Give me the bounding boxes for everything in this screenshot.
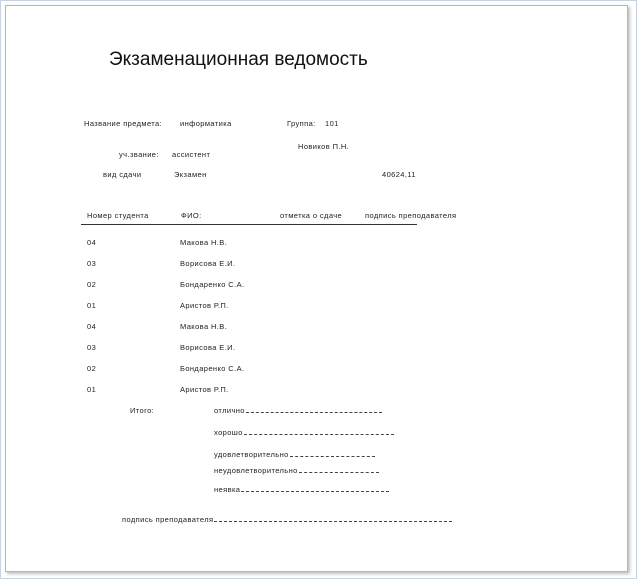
- exam-date: 40624,11: [382, 170, 416, 179]
- signature-line: [122, 515, 452, 524]
- exam-type-label: вид сдачи: [103, 170, 142, 179]
- exam-type-value: Экзамен: [174, 170, 207, 179]
- group-value: 101: [325, 119, 339, 128]
- teacher-name: Новиков П.Н.: [298, 142, 350, 151]
- grade-label: неявка: [214, 485, 241, 494]
- column-header-number: Номер студента: [87, 211, 149, 220]
- student-number: 04: [87, 322, 97, 331]
- student-name: Ворисова Е.И.: [180, 343, 236, 352]
- rank-value: ассистент: [172, 150, 211, 159]
- rank-label: уч.звание:: [119, 150, 159, 159]
- table-header-divider: [81, 224, 417, 225]
- student-number: 01: [87, 301, 97, 310]
- student-number: 04: [87, 238, 97, 247]
- student-name: Макова Н.В.: [180, 322, 228, 331]
- grade-label: хорошо: [214, 428, 243, 437]
- grade-line-absent: [214, 485, 389, 494]
- student-number: 01: [87, 385, 97, 394]
- grade-line-good: [214, 428, 394, 437]
- signature-label: подпись преподавателя: [122, 515, 214, 524]
- student-name: Бондаренко С.А.: [180, 364, 245, 373]
- subject-label: Название предмета:: [84, 119, 163, 128]
- student-name: Аристов Р.П.: [180, 301, 229, 310]
- document-title: Экзаменационная ведомость: [109, 49, 368, 70]
- total-label: Итого:: [130, 406, 155, 415]
- student-name: Аристов Р.П.: [180, 385, 229, 394]
- student-name: Бондаренко С.А.: [180, 280, 245, 289]
- grade-label: удовлетворительно: [214, 450, 289, 459]
- group-label: Группа:: [287, 119, 316, 128]
- grade-label: отлично: [214, 406, 245, 415]
- student-name: Ворисова Е.И.: [180, 259, 236, 268]
- student-number: 03: [87, 259, 97, 268]
- student-number: 02: [87, 364, 97, 373]
- column-header-name: ФИО:: [181, 211, 202, 220]
- grade-line-satisfactory: [214, 450, 375, 459]
- blank-line: [290, 450, 375, 457]
- subject-value: информатика: [180, 119, 232, 128]
- blank-line: [246, 406, 382, 413]
- blank-line: [241, 485, 389, 492]
- column-header-signature: подпись преподавателя: [365, 211, 457, 220]
- grade-line-excellent: [214, 406, 382, 415]
- blank-line: [299, 466, 379, 473]
- blank-line: [214, 515, 452, 522]
- grade-line-unsatisfactory: [214, 466, 379, 475]
- column-header-mark: отметка о сдаче: [280, 211, 343, 220]
- student-name: Макова Н.В.: [180, 238, 228, 247]
- student-number: 02: [87, 280, 97, 289]
- grade-label: неудовлетворительно: [214, 466, 298, 475]
- blank-line: [244, 428, 394, 435]
- student-number: 03: [87, 343, 97, 352]
